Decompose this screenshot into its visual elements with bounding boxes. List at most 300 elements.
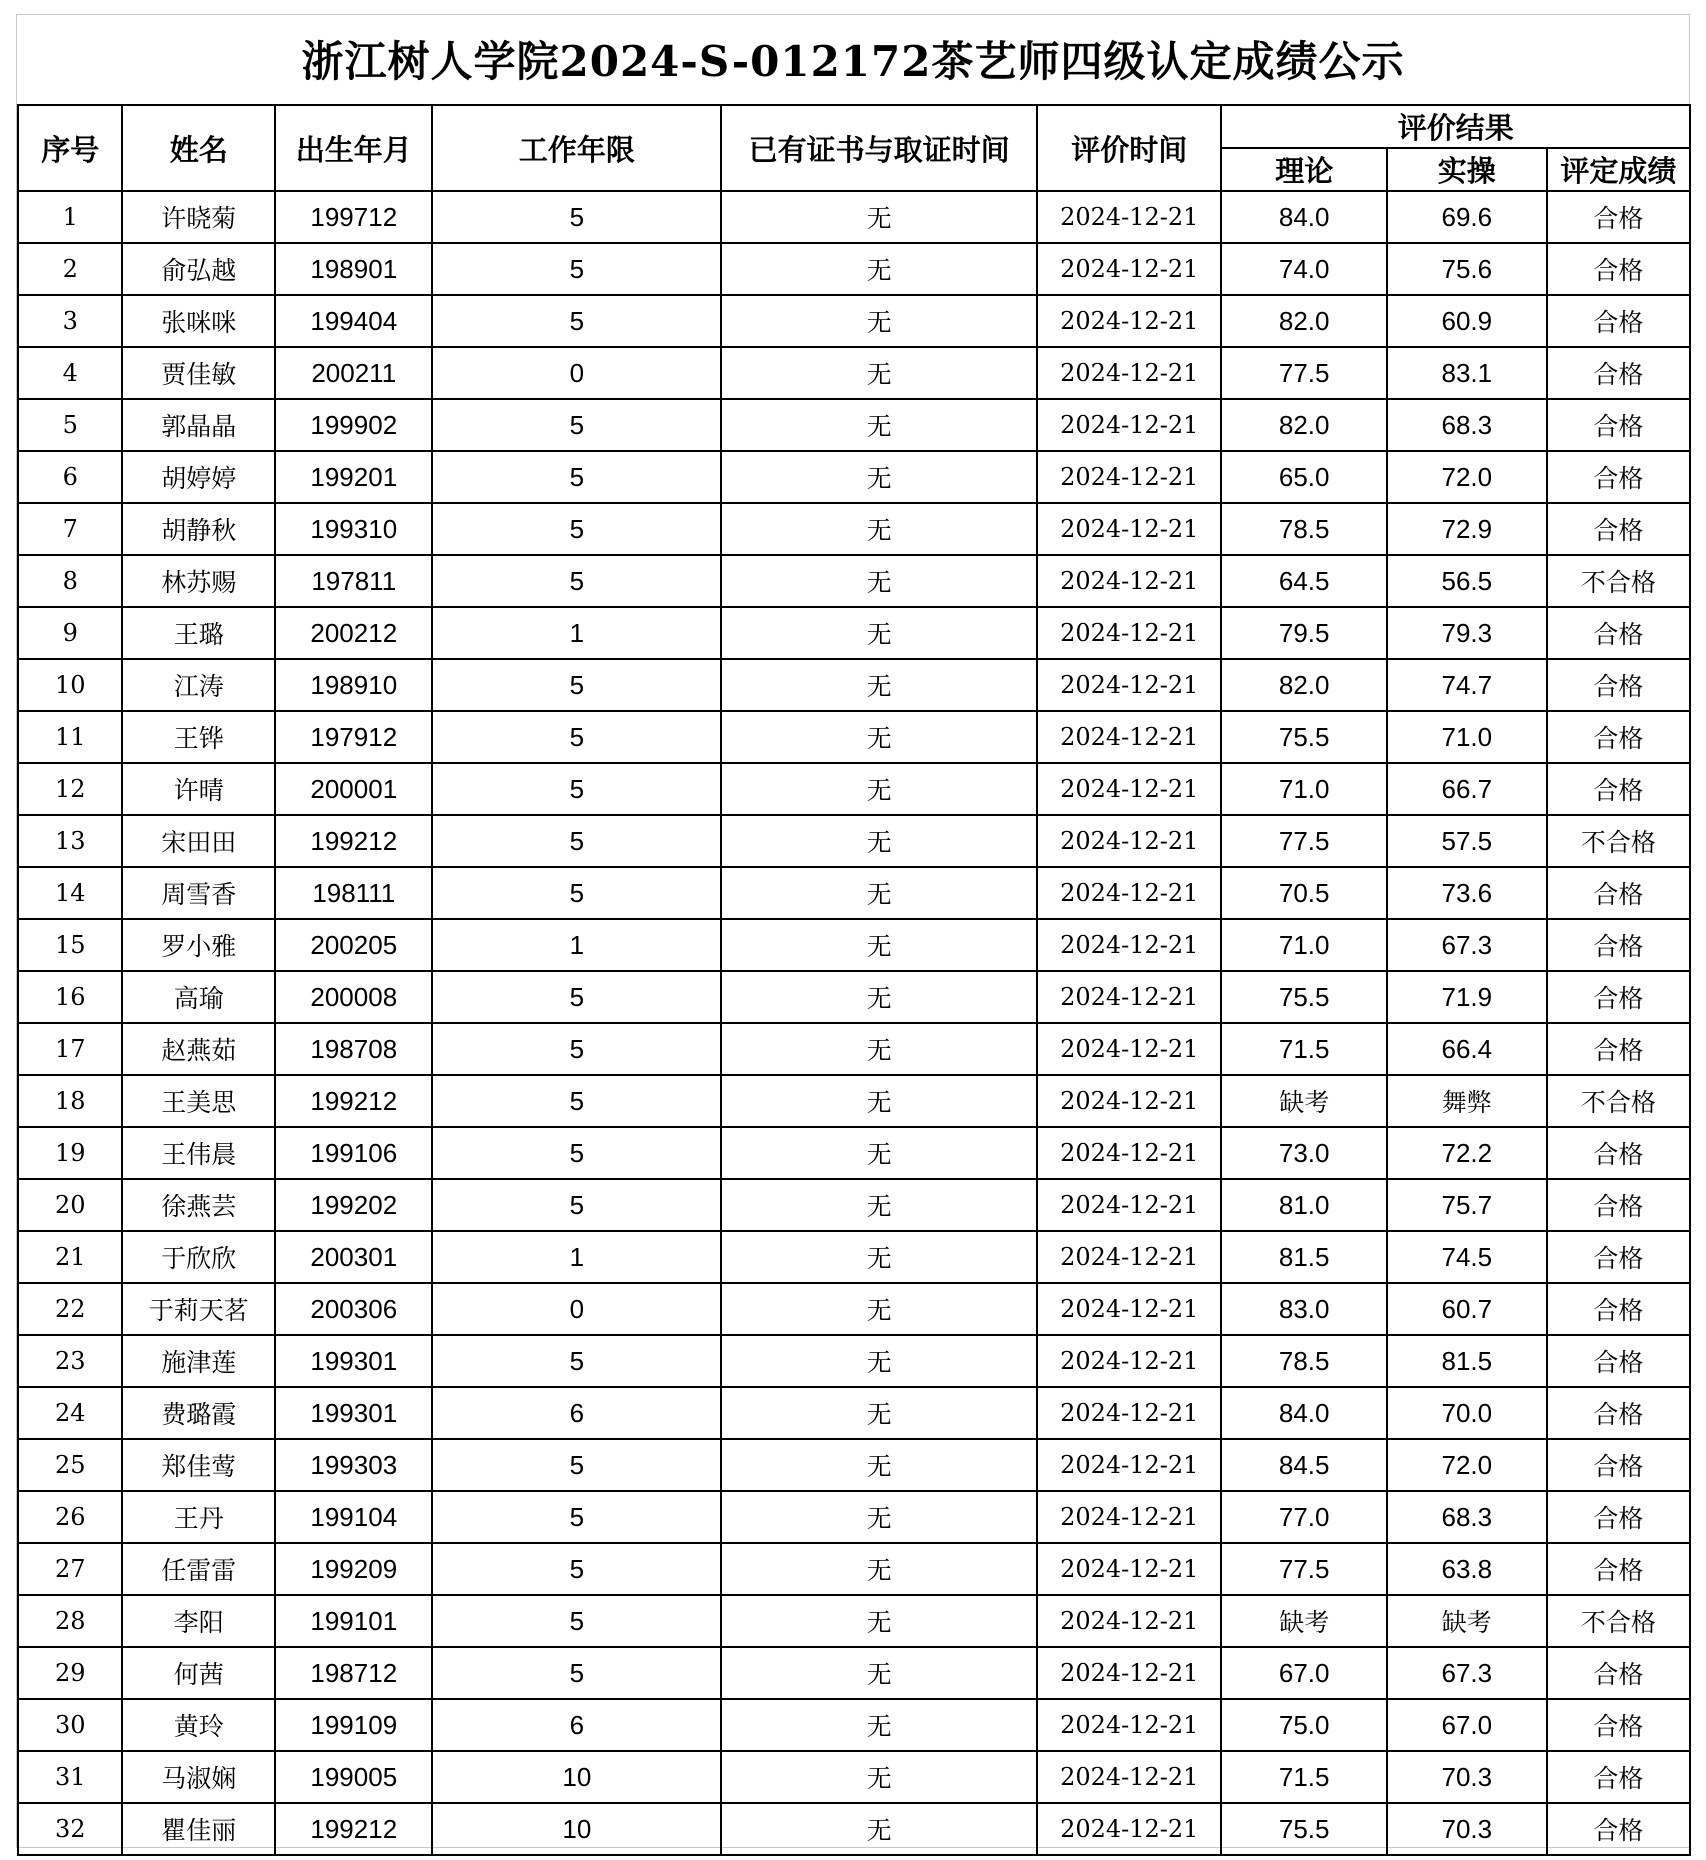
cell-theory: 缺考 xyxy=(1221,1595,1387,1647)
cell-theory: 78.5 xyxy=(1221,503,1387,555)
cell-birth: 199201 xyxy=(275,451,432,503)
cell-theory: 84.5 xyxy=(1221,1439,1387,1491)
header-grade: 评定成绩 xyxy=(1547,148,1690,191)
header-eval-time: 评价时间 xyxy=(1037,105,1221,191)
table-row xyxy=(18,1231,1690,1283)
cell-practice: 71.0 xyxy=(1387,711,1547,763)
cell-theory: 79.5 xyxy=(1221,607,1387,659)
cell-seq: 24 xyxy=(18,1387,122,1439)
cell-cert: 无 xyxy=(721,243,1037,295)
cell-seq: 12 xyxy=(18,763,122,815)
cell-theory: 83.0 xyxy=(1221,1283,1387,1335)
cell-seq: 11 xyxy=(18,711,122,763)
cell-name: 施津莲 xyxy=(122,1335,275,1387)
cell-grade: 合格 xyxy=(1547,399,1690,451)
cell-cert: 无 xyxy=(721,1023,1037,1075)
cell-work-years: 5 xyxy=(432,1439,721,1491)
cell-cert: 无 xyxy=(721,1127,1037,1179)
cell-eval-date: 2024-12-21 xyxy=(1037,1751,1221,1803)
table-row xyxy=(18,1075,1690,1127)
cell-work-years: 5 xyxy=(432,815,721,867)
cell-theory: 缺考 xyxy=(1221,1075,1387,1127)
cell-practice: 72.0 xyxy=(1387,451,1547,503)
cell-eval-date: 2024-12-21 xyxy=(1037,1335,1221,1387)
cell-practice: 74.5 xyxy=(1387,1231,1547,1283)
cell-grade: 合格 xyxy=(1547,971,1690,1023)
cell-work-years: 5 xyxy=(432,1023,721,1075)
cell-name: 王美思 xyxy=(122,1075,275,1127)
table-row xyxy=(18,191,1690,243)
table-row xyxy=(18,347,1690,399)
table-row xyxy=(18,1647,1690,1699)
cell-birth: 199301 xyxy=(275,1335,432,1387)
cell-eval-date: 2024-12-21 xyxy=(1037,763,1221,815)
cell-theory: 74.0 xyxy=(1221,243,1387,295)
cell-cert: 无 xyxy=(721,1699,1037,1751)
cell-practice: 74.7 xyxy=(1387,659,1547,711)
cell-practice: 70.3 xyxy=(1387,1751,1547,1803)
cell-practice: 67.3 xyxy=(1387,1647,1547,1699)
cell-birth: 199301 xyxy=(275,1387,432,1439)
cell-seq: 19 xyxy=(18,1127,122,1179)
cell-name: 徐燕芸 xyxy=(122,1179,275,1231)
cell-eval-date: 2024-12-21 xyxy=(1037,243,1221,295)
cell-work-years: 5 xyxy=(432,503,721,555)
cell-practice: 81.5 xyxy=(1387,1335,1547,1387)
table-row xyxy=(18,1127,1690,1179)
cell-practice: 63.8 xyxy=(1387,1543,1547,1595)
cell-grade: 合格 xyxy=(1547,1439,1690,1491)
cell-name: 王伟晨 xyxy=(122,1127,275,1179)
cell-eval-date: 2024-12-21 xyxy=(1037,711,1221,763)
cell-grade: 合格 xyxy=(1547,607,1690,659)
cell-theory: 73.0 xyxy=(1221,1127,1387,1179)
cell-cert: 无 xyxy=(721,1595,1037,1647)
cell-birth: 198910 xyxy=(275,659,432,711)
cell-grade: 不合格 xyxy=(1547,815,1690,867)
cell-practice: 75.7 xyxy=(1387,1179,1547,1231)
table-row xyxy=(18,1439,1690,1491)
cell-cert: 无 xyxy=(721,1491,1037,1543)
cell-eval-date: 2024-12-21 xyxy=(1037,399,1221,451)
cell-birth: 199310 xyxy=(275,503,432,555)
header-birth: 出生年月 xyxy=(275,105,432,191)
cell-cert: 无 xyxy=(721,1283,1037,1335)
cell-eval-date: 2024-12-21 xyxy=(1037,191,1221,243)
cell-practice: 79.3 xyxy=(1387,607,1547,659)
cell-seq: 8 xyxy=(18,555,122,607)
cell-theory: 70.5 xyxy=(1221,867,1387,919)
cell-grade: 合格 xyxy=(1547,919,1690,971)
cell-name: 罗小雅 xyxy=(122,919,275,971)
cell-practice: 66.7 xyxy=(1387,763,1547,815)
table-row xyxy=(18,607,1690,659)
cell-theory: 82.0 xyxy=(1221,659,1387,711)
cell-practice: 56.5 xyxy=(1387,555,1547,607)
cell-practice: 71.9 xyxy=(1387,971,1547,1023)
cell-eval-date: 2024-12-21 xyxy=(1037,451,1221,503)
cell-eval-date: 2024-12-21 xyxy=(1037,1699,1221,1751)
cell-eval-date: 2024-12-21 xyxy=(1037,1543,1221,1595)
cell-eval-date: 2024-12-21 xyxy=(1037,659,1221,711)
header-work-years: 工作年限 xyxy=(432,105,721,191)
cell-seq: 20 xyxy=(18,1179,122,1231)
cell-name: 许晓菊 xyxy=(122,191,275,243)
cell-eval-date: 2024-12-21 xyxy=(1037,1803,1221,1855)
cell-grade: 不合格 xyxy=(1547,1595,1690,1647)
cell-work-years: 0 xyxy=(432,1283,721,1335)
cell-cert: 无 xyxy=(721,919,1037,971)
cell-seq: 5 xyxy=(18,399,122,451)
cell-eval-date: 2024-12-21 xyxy=(1037,1283,1221,1335)
cell-name: 费璐霞 xyxy=(122,1387,275,1439)
cell-birth: 199404 xyxy=(275,295,432,347)
cell-practice: 68.3 xyxy=(1387,1491,1547,1543)
cell-eval-date: 2024-12-21 xyxy=(1037,1439,1221,1491)
cell-eval-date: 2024-12-21 xyxy=(1037,503,1221,555)
cell-name: 贾佳敏 xyxy=(122,347,275,399)
cell-birth: 197811 xyxy=(275,555,432,607)
score-sheet xyxy=(16,14,1690,1848)
cell-birth: 199101 xyxy=(275,1595,432,1647)
header-seq: 序号 xyxy=(18,105,122,191)
cell-birth: 198708 xyxy=(275,1023,432,1075)
cell-birth: 197912 xyxy=(275,711,432,763)
cell-grade: 不合格 xyxy=(1547,1075,1690,1127)
cell-birth: 199106 xyxy=(275,1127,432,1179)
cell-theory: 75.5 xyxy=(1221,1803,1387,1855)
cell-theory: 84.0 xyxy=(1221,191,1387,243)
cell-cert: 无 xyxy=(721,659,1037,711)
cell-name: 瞿佳丽 xyxy=(122,1803,275,1855)
cell-work-years: 1 xyxy=(432,607,721,659)
cell-cert: 无 xyxy=(721,347,1037,399)
cell-work-years: 5 xyxy=(432,1179,721,1231)
cell-eval-date: 2024-12-21 xyxy=(1037,1387,1221,1439)
cell-grade: 合格 xyxy=(1547,711,1690,763)
cell-work-years: 5 xyxy=(432,1491,721,1543)
cell-theory: 78.5 xyxy=(1221,1335,1387,1387)
cell-practice: 83.1 xyxy=(1387,347,1547,399)
cell-practice: 67.0 xyxy=(1387,1699,1547,1751)
cell-seq: 21 xyxy=(18,1231,122,1283)
cell-grade: 合格 xyxy=(1547,659,1690,711)
cell-birth: 199104 xyxy=(275,1491,432,1543)
cell-birth: 198901 xyxy=(275,243,432,295)
cell-eval-date: 2024-12-21 xyxy=(1037,867,1221,919)
cell-birth: 200212 xyxy=(275,607,432,659)
cell-work-years: 10 xyxy=(432,1803,721,1855)
table-row xyxy=(18,243,1690,295)
cell-name: 李阳 xyxy=(122,1595,275,1647)
table-row xyxy=(18,1387,1690,1439)
cell-name: 赵燕茹 xyxy=(122,1023,275,1075)
cell-seq: 15 xyxy=(18,919,122,971)
cell-grade: 合格 xyxy=(1547,451,1690,503)
cell-work-years: 6 xyxy=(432,1387,721,1439)
cell-seq: 16 xyxy=(18,971,122,1023)
cell-practice: 72.0 xyxy=(1387,1439,1547,1491)
cell-name: 胡婷婷 xyxy=(122,451,275,503)
cell-theory: 81.0 xyxy=(1221,1179,1387,1231)
cell-eval-date: 2024-12-21 xyxy=(1037,815,1221,867)
cell-name: 马淑娴 xyxy=(122,1751,275,1803)
cell-seq: 27 xyxy=(18,1543,122,1595)
cell-theory: 64.5 xyxy=(1221,555,1387,607)
cell-birth: 199212 xyxy=(275,815,432,867)
cell-name: 于欣欣 xyxy=(122,1231,275,1283)
table-row xyxy=(18,1179,1690,1231)
cell-name: 黄玲 xyxy=(122,1699,275,1751)
cell-seq: 26 xyxy=(18,1491,122,1543)
cell-grade: 合格 xyxy=(1547,1491,1690,1543)
cell-practice: 60.7 xyxy=(1387,1283,1547,1335)
table-row xyxy=(18,659,1690,711)
cell-cert: 无 xyxy=(721,815,1037,867)
table-row xyxy=(18,971,1690,1023)
cell-cert: 无 xyxy=(721,1439,1037,1491)
cell-seq: 7 xyxy=(18,503,122,555)
table-row xyxy=(18,399,1690,451)
page-title: 浙江树人学院2024-S-012172茶艺师四级认定成绩公示 xyxy=(301,37,1405,86)
cell-work-years: 5 xyxy=(432,243,721,295)
cell-eval-date: 2024-12-21 xyxy=(1037,919,1221,971)
cell-theory: 84.0 xyxy=(1221,1387,1387,1439)
cell-name: 张咪咪 xyxy=(122,295,275,347)
cell-eval-date: 2024-12-21 xyxy=(1037,295,1221,347)
cell-name: 王铧 xyxy=(122,711,275,763)
cell-seq: 3 xyxy=(18,295,122,347)
cell-cert: 无 xyxy=(721,711,1037,763)
cell-seq: 9 xyxy=(18,607,122,659)
cell-birth: 200211 xyxy=(275,347,432,399)
cell-name: 江涛 xyxy=(122,659,275,711)
cell-practice: 70.0 xyxy=(1387,1387,1547,1439)
cell-seq: 29 xyxy=(18,1647,122,1699)
cell-practice: 68.3 xyxy=(1387,399,1547,451)
cell-practice: 75.6 xyxy=(1387,243,1547,295)
cell-seq: 31 xyxy=(18,1751,122,1803)
cell-grade: 合格 xyxy=(1547,243,1690,295)
cell-grade: 合格 xyxy=(1547,503,1690,555)
cell-practice: 舞弊 xyxy=(1387,1075,1547,1127)
cell-work-years: 5 xyxy=(432,191,721,243)
cell-grade: 合格 xyxy=(1547,1023,1690,1075)
cell-work-years: 5 xyxy=(432,1595,721,1647)
cell-work-years: 5 xyxy=(432,1075,721,1127)
cell-name: 周雪香 xyxy=(122,867,275,919)
cell-cert: 无 xyxy=(721,763,1037,815)
score-table xyxy=(17,104,1691,1856)
cell-birth: 199712 xyxy=(275,191,432,243)
cell-work-years: 5 xyxy=(432,399,721,451)
cell-cert: 无 xyxy=(721,1179,1037,1231)
cell-cert: 无 xyxy=(721,1335,1037,1387)
cell-practice: 缺考 xyxy=(1387,1595,1547,1647)
cell-eval-date: 2024-12-21 xyxy=(1037,555,1221,607)
cell-grade: 合格 xyxy=(1547,1543,1690,1595)
cell-birth: 199202 xyxy=(275,1179,432,1231)
cell-work-years: 5 xyxy=(432,295,721,347)
cell-name: 于莉天茗 xyxy=(122,1283,275,1335)
table-row xyxy=(18,555,1690,607)
cell-grade: 合格 xyxy=(1547,1699,1690,1751)
cell-grade: 合格 xyxy=(1547,1127,1690,1179)
cell-cert: 无 xyxy=(721,1647,1037,1699)
cell-theory: 82.0 xyxy=(1221,399,1387,451)
cell-work-years: 5 xyxy=(432,555,721,607)
cell-theory: 67.0 xyxy=(1221,1647,1387,1699)
cell-eval-date: 2024-12-21 xyxy=(1037,1127,1221,1179)
cell-grade: 合格 xyxy=(1547,1647,1690,1699)
header-cert: 已有证书与取证时间 xyxy=(721,105,1037,191)
cell-grade: 不合格 xyxy=(1547,555,1690,607)
cell-work-years: 1 xyxy=(432,919,721,971)
cell-cert: 无 xyxy=(721,451,1037,503)
cell-seq: 18 xyxy=(18,1075,122,1127)
cell-eval-date: 2024-12-21 xyxy=(1037,607,1221,659)
cell-birth: 199005 xyxy=(275,1751,432,1803)
cell-name: 王璐 xyxy=(122,607,275,659)
cell-work-years: 5 xyxy=(432,763,721,815)
cell-work-years: 6 xyxy=(432,1699,721,1751)
cell-work-years: 5 xyxy=(432,1647,721,1699)
table-header xyxy=(18,105,1690,191)
cell-cert: 无 xyxy=(721,555,1037,607)
cell-seq: 30 xyxy=(18,1699,122,1751)
header-result-group: 评价结果 xyxy=(1221,105,1690,148)
cell-birth: 199212 xyxy=(275,1075,432,1127)
cell-eval-date: 2024-12-21 xyxy=(1037,971,1221,1023)
cell-seq: 4 xyxy=(18,347,122,399)
table-row xyxy=(18,1803,1690,1855)
cell-name: 许晴 xyxy=(122,763,275,815)
cell-eval-date: 2024-12-21 xyxy=(1037,1595,1221,1647)
cell-eval-date: 2024-12-21 xyxy=(1037,1075,1221,1127)
cell-work-years: 5 xyxy=(432,1335,721,1387)
cell-birth: 200205 xyxy=(275,919,432,971)
cell-seq: 6 xyxy=(18,451,122,503)
cell-grade: 合格 xyxy=(1547,191,1690,243)
cell-name: 任雷雷 xyxy=(122,1543,275,1595)
cell-practice: 57.5 xyxy=(1387,815,1547,867)
cell-name: 胡静秋 xyxy=(122,503,275,555)
cell-practice: 73.6 xyxy=(1387,867,1547,919)
cell-work-years: 5 xyxy=(432,867,721,919)
cell-theory: 77.5 xyxy=(1221,347,1387,399)
cell-cert: 无 xyxy=(721,1751,1037,1803)
cell-birth: 198712 xyxy=(275,1647,432,1699)
cell-seq: 23 xyxy=(18,1335,122,1387)
cell-birth: 200008 xyxy=(275,971,432,1023)
cell-practice: 66.4 xyxy=(1387,1023,1547,1075)
cell-cert: 无 xyxy=(721,971,1037,1023)
cell-name: 郑佳莺 xyxy=(122,1439,275,1491)
header-name: 姓名 xyxy=(122,105,275,191)
cell-work-years: 0 xyxy=(432,347,721,399)
cell-practice: 70.3 xyxy=(1387,1803,1547,1855)
cell-cert: 无 xyxy=(721,607,1037,659)
cell-eval-date: 2024-12-21 xyxy=(1037,1647,1221,1699)
cell-work-years: 1 xyxy=(432,1231,721,1283)
cell-work-years: 5 xyxy=(432,451,721,503)
cell-work-years: 5 xyxy=(432,971,721,1023)
cell-cert: 无 xyxy=(721,1543,1037,1595)
cell-birth: 198111 xyxy=(275,867,432,919)
cell-name: 郭晶晶 xyxy=(122,399,275,451)
header-theory: 理论 xyxy=(1221,148,1387,191)
cell-birth: 199209 xyxy=(275,1543,432,1595)
cell-work-years: 5 xyxy=(432,659,721,711)
cell-birth: 199212 xyxy=(275,1803,432,1855)
cell-birth: 200001 xyxy=(275,763,432,815)
cell-birth: 199109 xyxy=(275,1699,432,1751)
cell-grade: 合格 xyxy=(1547,1179,1690,1231)
cell-theory: 75.5 xyxy=(1221,971,1387,1023)
cell-theory: 71.0 xyxy=(1221,763,1387,815)
cell-name: 高瑜 xyxy=(122,971,275,1023)
cell-seq: 17 xyxy=(18,1023,122,1075)
cell-birth: 199902 xyxy=(275,399,432,451)
table-row xyxy=(18,1595,1690,1647)
cell-grade: 合格 xyxy=(1547,347,1690,399)
table-row xyxy=(18,867,1690,919)
cell-seq: 2 xyxy=(18,243,122,295)
table-row xyxy=(18,1491,1690,1543)
cell-name: 俞弘越 xyxy=(122,243,275,295)
table-row xyxy=(18,1699,1690,1751)
cell-practice: 69.6 xyxy=(1387,191,1547,243)
cell-name: 何茜 xyxy=(122,1647,275,1699)
cell-name: 林苏赐 xyxy=(122,555,275,607)
cell-theory: 82.0 xyxy=(1221,295,1387,347)
cell-seq: 32 xyxy=(18,1803,122,1855)
cell-birth: 199303 xyxy=(275,1439,432,1491)
header-practice: 实操 xyxy=(1387,148,1547,191)
cell-grade: 合格 xyxy=(1547,867,1690,919)
cell-cert: 无 xyxy=(721,503,1037,555)
table-row xyxy=(18,763,1690,815)
cell-work-years: 5 xyxy=(432,711,721,763)
cell-grade: 合格 xyxy=(1547,1283,1690,1335)
table-row xyxy=(18,711,1690,763)
cell-practice: 60.9 xyxy=(1387,295,1547,347)
cell-eval-date: 2024-12-21 xyxy=(1037,347,1221,399)
cell-theory: 65.0 xyxy=(1221,451,1387,503)
cell-grade: 合格 xyxy=(1547,1387,1690,1439)
cell-work-years: 10 xyxy=(432,1751,721,1803)
table-row xyxy=(18,295,1690,347)
cell-seq: 28 xyxy=(18,1595,122,1647)
cell-grade: 合格 xyxy=(1547,1751,1690,1803)
cell-theory: 71.5 xyxy=(1221,1751,1387,1803)
cell-theory: 71.0 xyxy=(1221,919,1387,971)
cell-birth: 200301 xyxy=(275,1231,432,1283)
cell-cert: 无 xyxy=(721,191,1037,243)
cell-eval-date: 2024-12-21 xyxy=(1037,1179,1221,1231)
cell-grade: 合格 xyxy=(1547,1803,1690,1855)
cell-theory: 77.5 xyxy=(1221,815,1387,867)
cell-cert: 无 xyxy=(721,399,1037,451)
table-body xyxy=(18,191,1690,1855)
cell-birth: 200306 xyxy=(275,1283,432,1335)
table-row xyxy=(18,451,1690,503)
cell-theory: 77.0 xyxy=(1221,1491,1387,1543)
cell-name: 王丹 xyxy=(122,1491,275,1543)
cell-theory: 75.5 xyxy=(1221,711,1387,763)
cell-grade: 合格 xyxy=(1547,295,1690,347)
table-row xyxy=(18,1283,1690,1335)
